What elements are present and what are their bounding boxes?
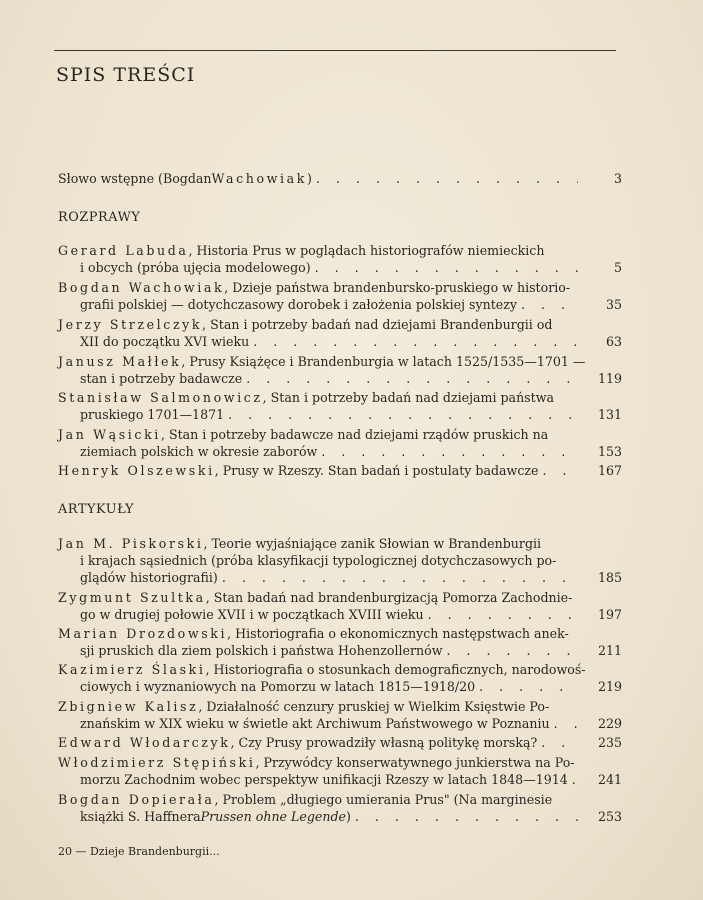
- entry-title-cont: znańskim w XIX wieku w świetle akt Archiwum Państwowego w Poznaniu: [80, 716, 550, 731]
- toc-entry: [58, 698, 622, 732]
- toc-entry: [58, 279, 622, 313]
- entry-author: Zbigniew Kalisz: [58, 699, 199, 714]
- entry-title: , Prusy Książęce i Brandenburgia w latach 1525/1535—1701 —: [181, 354, 586, 369]
- page-number: 153: [597, 444, 622, 459]
- page-number: 167: [597, 463, 622, 478]
- entry-title: , Stan i potrzeby badawcze nad dziejami rządów pruskich na: [160, 427, 549, 442]
- entry-title-italic: Prussen ohne Legende: [200, 809, 346, 824]
- toc-entry: [58, 426, 622, 460]
- entry-title-cont: go w drugiej połowie XVII i w początkach XVIII wieku: [80, 607, 424, 622]
- toc-entry: [58, 353, 622, 387]
- leader-dots: [517, 296, 578, 313]
- page-number: 235: [597, 735, 622, 750]
- entry-title: , Historiografia o stosunkach demograficznych, narodowoś-: [205, 662, 586, 677]
- entry-author: Jan Wąsicki: [58, 427, 161, 442]
- entry-title-cont: ciowych i wyznaniowych na Pomorzu w latach 1815—1918/20: [80, 679, 476, 694]
- entry-title-cont: XII do początku XVI wieku: [80, 334, 250, 349]
- leader-dots: [424, 606, 578, 623]
- leader-dots: [550, 715, 578, 732]
- entry-title: , Czy Prusy prowadziły własną politykę morską?: [230, 735, 538, 750]
- leader-dots: [242, 370, 578, 387]
- leader-dots: [538, 462, 578, 479]
- leader-dots: [317, 443, 578, 460]
- entry-author: Stanisław Salmonowicz: [58, 390, 263, 405]
- leader-dots: [568, 771, 578, 788]
- leader-dots: [218, 569, 578, 586]
- toc-entry: [58, 625, 622, 659]
- entry-title-cont: grafii polskiej — dotychczasowy dorobek i założenia polskiej syntezy: [80, 297, 517, 312]
- leader-dots: [443, 642, 579, 659]
- toc-entry: [58, 661, 622, 695]
- entry-author: Jan M. Piskorski: [58, 536, 204, 551]
- entry-title-cont: i obcych (próba ujęcia modelowego): [80, 260, 311, 275]
- entry-title-cont: ziemiach polskich w okresie zaborów: [80, 444, 318, 459]
- entry-author: Marian Drozdowski: [58, 626, 228, 641]
- entry-title-cont: pruskiego 1701—1871: [80, 407, 225, 422]
- entry-author: Gerard Labuda: [58, 243, 189, 258]
- entry-title-cont: i krajach sąsiednich (próba klasyfikacji typologicznej dotychczasowych po-: [80, 553, 557, 568]
- page-number: 253: [597, 809, 622, 824]
- entry-author: Bogdan Wachowiak: [58, 280, 225, 295]
- entry-author: Edward Włodarczyk: [58, 735, 231, 750]
- entry-title-cont: sji pruskich dla ziem polskich i państwa Hohenzollernów: [80, 643, 443, 658]
- page-number: 63: [605, 334, 622, 349]
- page-number: 219: [597, 679, 622, 694]
- entry-author: Jerzy Strzelczyk: [58, 317, 203, 332]
- toc-entry: [58, 242, 622, 276]
- entry-author: Janusz Małłek: [58, 354, 182, 369]
- toc-entry-foreword: [58, 170, 622, 187]
- entry-title: , Stan i potrzeby badań nad dziejami Brandenburgii od: [202, 317, 553, 332]
- entry-title: , Prusy w Rzeszy. Stan badań i postulaty badawcze: [214, 463, 539, 478]
- entry-title: , Historia Prus w poglądach historiografów niemieckich: [188, 243, 545, 258]
- page-number: 185: [597, 570, 622, 585]
- leader-dots: [311, 259, 578, 276]
- entry-title-cont: książki S. Haffnera: [80, 809, 201, 824]
- page-number: 211: [597, 643, 622, 658]
- entry-title-cont: morzu Zachodnim wobec perspektyw unifikacji Rzeszy w latach 1848—1914: [80, 772, 568, 787]
- page-number: 3: [613, 171, 622, 186]
- toc-entry: [58, 535, 622, 586]
- section-heading-artykuly: ARTYKUŁY: [58, 502, 135, 517]
- toc-entry: [58, 462, 622, 479]
- entry-author: Henryk Olszewski: [58, 463, 215, 478]
- toc-entry: [58, 389, 622, 423]
- page-number: 119: [597, 371, 622, 386]
- entry-author: Kazimierz Ślaski: [58, 662, 206, 677]
- entry-title: , Przywódcy konserwatywnego junkierstwa na Po-: [255, 755, 575, 770]
- entry-title: , Stan i potrzeby badań nad dziejami państwa: [262, 390, 554, 405]
- entry-title: , Historiografia o ekonomicznych następstwach anek-: [227, 626, 569, 641]
- leader-dots: [224, 406, 578, 423]
- entry-title-cont: ): [345, 809, 351, 824]
- entry-text: ): [307, 171, 312, 186]
- leader-dots: [351, 808, 578, 825]
- section-heading-rozprawy: ROZPRAWY: [58, 210, 141, 225]
- entry-author: Wachowiak: [211, 171, 307, 186]
- entry-title: , Dzieje państwa brandenbursko-pruskiego w historio-: [224, 280, 571, 295]
- entry-title: , Stan badań nad brandenburgizacją Pomorza Zachodnie-: [205, 590, 573, 605]
- entry-title-cont: stan i potrzeby badawcze: [80, 371, 243, 386]
- page-footer: 20 — Dzieje Brandenburgii...: [58, 845, 220, 858]
- leader-dots: [537, 734, 578, 751]
- entry-title: , Teorie wyjaśniające zanik Słowian w Brandenburgii: [203, 536, 542, 551]
- entry-author: Bogdan Dopierała: [58, 792, 215, 807]
- entry-text: Słowo wstępne (Bogdan: [58, 171, 212, 186]
- leader-dots: [312, 170, 578, 187]
- page-number: 5: [613, 260, 622, 275]
- entry-title-cont: glądów historiografii): [80, 570, 218, 585]
- page-number: 229: [597, 716, 622, 731]
- page-title: SPIS TREŚCI: [56, 64, 196, 86]
- leader-dots: [249, 333, 578, 350]
- entry-title: , Problem „długiego umierania Prus" (Na marginesie: [214, 792, 553, 807]
- toc-entry: [58, 791, 622, 825]
- leader-dots: [475, 678, 578, 695]
- toc-entry: [58, 589, 622, 623]
- entry-author: Zygmunt Szultka: [58, 590, 206, 605]
- toc-entry: [58, 316, 622, 350]
- entry-author: Włodzimierz Stępiński: [58, 755, 256, 770]
- page-number: 131: [597, 407, 622, 422]
- top-rule: [54, 50, 616, 51]
- page-number: 241: [597, 772, 622, 787]
- page-number: 35: [605, 297, 622, 312]
- toc-entry: [58, 734, 622, 751]
- entry-title: , Działalność cenzury pruskiej w Wielkim Księstwie Po-: [198, 699, 550, 714]
- page-number: 197: [597, 607, 622, 622]
- toc-entry: [58, 754, 622, 788]
